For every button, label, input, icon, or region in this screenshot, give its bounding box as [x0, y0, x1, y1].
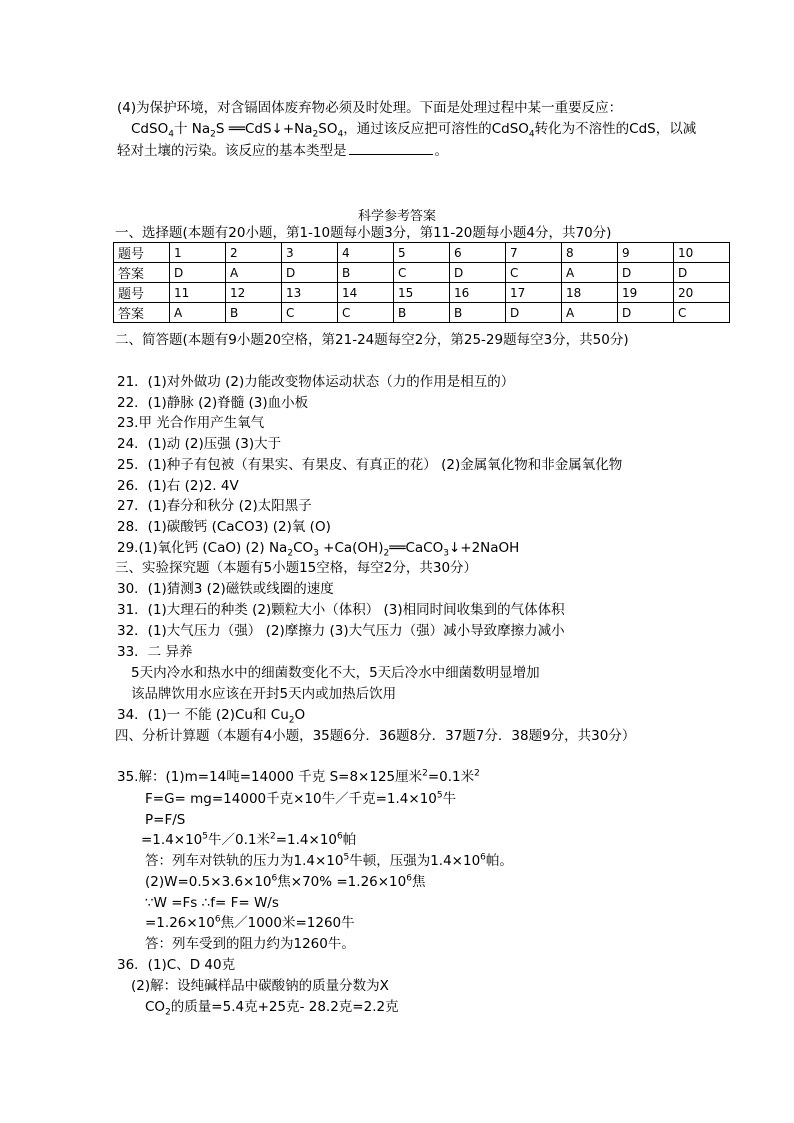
table-cell: 3	[282, 243, 338, 263]
answer-28: 28．(1)碳酸钙 (CaCO3) (2)氧 (O)	[117, 519, 331, 535]
table-cell: 6	[450, 243, 506, 263]
q4-line1: (4)为保护环境，对含镉固体废弃物必须及时处理。下面是处理过程中某一重要反应：	[117, 100, 623, 116]
answer-table	[113, 242, 730, 323]
table-row	[114, 283, 730, 303]
table-cell: D	[506, 303, 562, 323]
table-cell: D	[674, 263, 730, 283]
table-row	[114, 263, 730, 283]
table-cell: C	[674, 303, 730, 323]
table-cell: D	[282, 263, 338, 283]
answer-35-line7: ∵W =Fs ∴f= F= W/s	[145, 895, 279, 911]
section-4-heading: 四、分析计算题（本题有4小题，35题6分．36题8分．37题7分．38题9分，共30分）	[115, 728, 636, 744]
table-cell: B	[226, 303, 282, 323]
table-cell: B	[394, 303, 450, 323]
answer-29: 29.(1)氧化钙 (CaO) (2) $Na_2CO_3$ $+Ca(OH)_2══CaCO_3↓+2NaOH$	[117, 540, 520, 559]
table-cell: 10	[674, 243, 730, 263]
answer-35-line5: 答：列车对铁轨的压力为$1.4\times 10^5$牛顿，压强为$1.4\times 10^6$帕。	[145, 852, 513, 869]
section-1-heading: 一、选择题(本题有20小题，第1-10题每小题3分，第11-20题每小题4分，共70分)	[115, 225, 612, 241]
answer-36-line1: 36．(1)C、D 40克	[117, 957, 236, 973]
table-cell: C	[338, 303, 394, 323]
table-cell: A	[562, 263, 618, 283]
answer-31: 31．(1)大理石的种类 (2)颗粒大小（体积） (3)相同时间收集到的气体体积	[117, 602, 565, 618]
table-cell: 4	[338, 243, 394, 263]
row-label: 题号	[114, 283, 170, 303]
answer-33-line2: 5天内冷水和热水中的细菌数变化不大，5天后冷水中细菌数明显增加	[131, 665, 540, 681]
table-cell: A	[562, 303, 618, 323]
answer-36-line3: $CO_2$的质量=5.4克+25克- 28.2克=2.2克	[145, 999, 399, 1018]
answer-24: 24．(1)动 (2)压强 (3)大于	[117, 436, 282, 452]
answer-35-line8: $=1.26\times 10^6$焦／1000米=1260牛	[145, 914, 355, 931]
table-cell: 14	[338, 283, 394, 303]
answer-35-line6: $(2)W=0.5\times 3.6\times 10^6$焦$\times 70\% =1.26\times 10^6$焦	[145, 873, 426, 890]
q4-line3: 轻对土壤的污染。该反应的基本类型是 。	[117, 143, 448, 159]
table-cell: 20	[674, 283, 730, 303]
section-2-heading: 二、简答题(本题有9小题20空格，第21-24题每空2分，第25-29题每空3分，共50分)	[115, 332, 629, 348]
answer-23: 23.甲 光合作用产生氧气	[117, 415, 265, 431]
table-cell: D	[618, 263, 674, 283]
table-cell: 11	[170, 283, 226, 303]
table-cell: D	[450, 263, 506, 283]
answer-25: 25．(1)种子有包被（有果实、有果皮、有真正的花） (2)金属氧化物和非金属氧化物	[117, 457, 623, 473]
table-cell: B	[450, 303, 506, 323]
answer-30: 30．(1)猜测3 (2)磁铁或线圈的速度	[117, 581, 334, 597]
answer-35-line1: 35.解：(1)m=14吨=14000 千克 S=8×125厘米$^2$=0.1米$^2$	[117, 768, 480, 785]
table-cell: 17	[506, 283, 562, 303]
table-cell: 7	[506, 243, 562, 263]
table-cell: 9	[618, 243, 674, 263]
row-label: 题号	[114, 243, 170, 263]
answer-35-line9: 答：列车受到的阻力约为1260牛。	[145, 936, 355, 952]
answer-33: 33．二 异养	[117, 644, 193, 660]
table-cell: D	[170, 263, 226, 283]
q4-equation: CdSO$_4$十 $Na_2S$ $══CdS↓+Na_2SO_4$，通过该反应把可溶性的CdSO$_4$转化为不溶性的CdS，以减	[131, 121, 697, 140]
answer-32: 32．(1)大气压力（强） (2)摩擦力 (3)大气压力（强）减小导致摩擦力减小	[117, 623, 565, 639]
table-cell: D	[618, 303, 674, 323]
answer-35-line2: F=G= mg=14000千克×10牛／千克$=1.4\times 10^5$牛	[145, 790, 457, 807]
row-label: 答案	[114, 303, 170, 323]
row-label: 答案	[114, 263, 170, 283]
answer-34: 34．(1)一 不能 (2)Cu和 $Cu_2O$	[117, 707, 306, 726]
answer-36-line2: (2)解：设纯碱样品中碳酸钠的质量分数为X	[131, 978, 389, 994]
table-cell: 15	[394, 283, 450, 303]
table-cell: 12	[226, 283, 282, 303]
table-cell: 19	[618, 283, 674, 303]
answer-33-line3: 该品牌饮用水应该在开封5天内或加热后饮用	[131, 686, 397, 702]
answer-35-line3: P=F/S	[145, 812, 186, 828]
table-cell: 1	[170, 243, 226, 263]
section-3-heading: 三、实验探究题（本题有5小题15空格，每空2分，共30分）	[115, 560, 478, 576]
table-cell: 5	[394, 243, 450, 263]
table-cell: 13	[282, 283, 338, 303]
table-row	[114, 243, 730, 263]
answer-21: 21．(1)对外做功 (2)力能改变物体运动状态（力的作用是相互的）	[117, 374, 515, 390]
table-cell: C	[394, 263, 450, 283]
table-cell: 18	[562, 283, 618, 303]
answer-35-line4: $=1.4\times 10^5$牛／0.1米$^2=1.4\times 10^6$帕	[141, 831, 357, 848]
table-cell: C	[506, 263, 562, 283]
table-cell: 8	[562, 243, 618, 263]
table-cell: B	[338, 263, 394, 283]
page-title: 科学参考答案	[357, 209, 436, 224]
table-cell: C	[282, 303, 338, 323]
answer-26: 26．(1)右 (2)2. 4V	[117, 478, 239, 494]
answer-27: 27．(1)春分和秋分 (2)太阳黑子	[117, 498, 312, 514]
table-cell: A	[170, 303, 226, 323]
table-cell: 2	[226, 243, 282, 263]
answer-22: 22．(1)静脉 (2)脊髓 (3)血小板	[117, 395, 309, 411]
answer-blank[interactable]	[349, 142, 433, 155]
table-row	[114, 303, 730, 323]
table-cell: 16	[450, 283, 506, 303]
table-cell: A	[226, 263, 282, 283]
